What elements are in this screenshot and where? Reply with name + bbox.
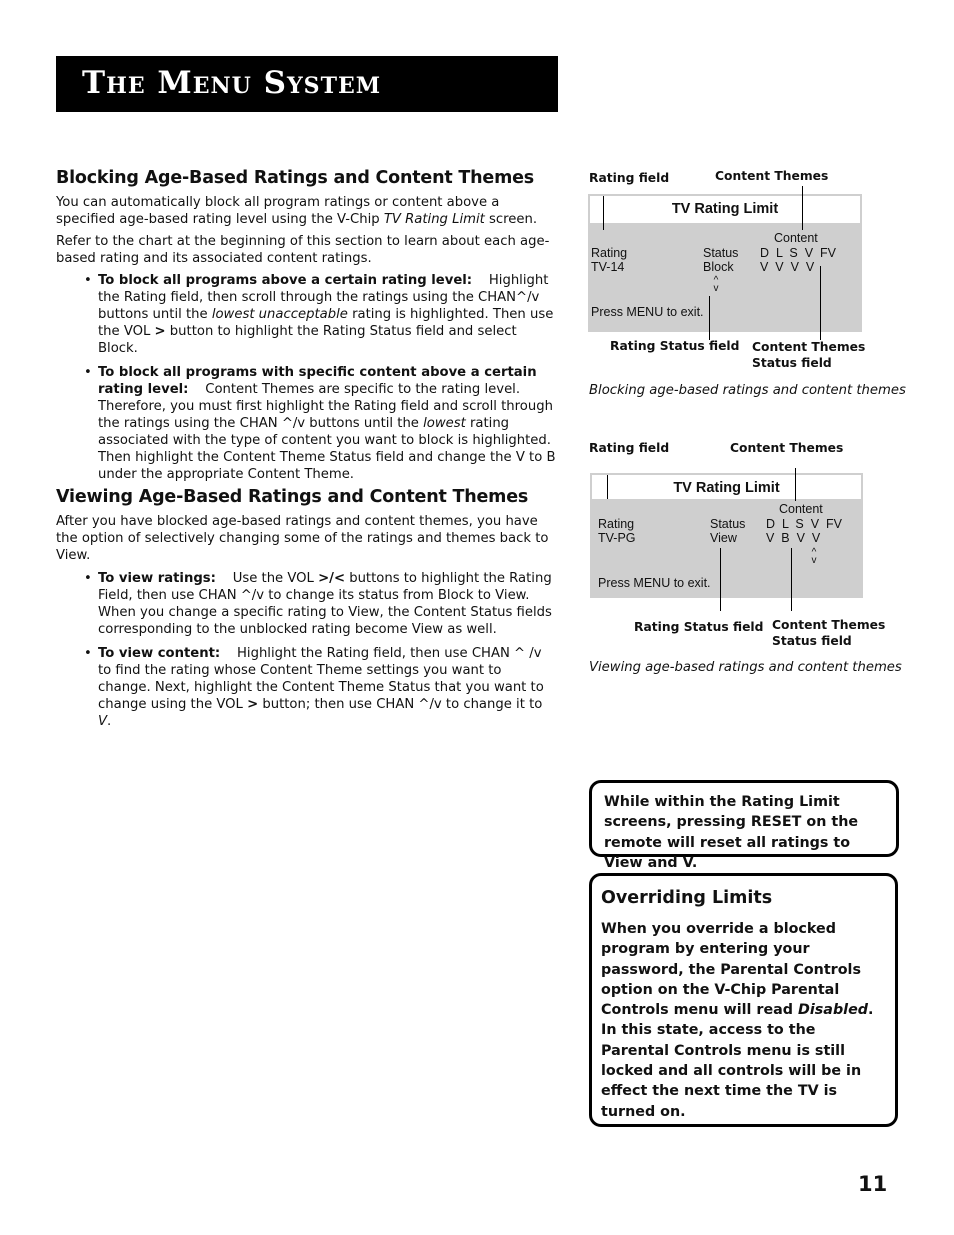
note-box	[589, 780, 899, 871]
label-content-themes: Content Themes	[715, 169, 829, 183]
pointer-line	[603, 196, 604, 230]
status-value: View	[710, 531, 737, 545]
arrow-up-icon: ^	[713, 275, 719, 286]
rating-label: Rating	[598, 517, 635, 531]
bullet-list-viewing	[56, 570, 558, 730]
note-text: While within the Rating Limit screens, pressing RESET on the remote will reset all ratings to View and V.	[604, 794, 859, 871]
status-value: Block	[703, 260, 734, 274]
page-title: The Menu System	[82, 65, 382, 101]
list-item: • To view content: Highlight the Rating field, then use CHAN ^ /v to find the rating whose Content Theme settings you want to change. Next, highlight the Content Theme Status that you want to change using the VOL > button; then use CHAN ^/v to change it to V.	[84, 646, 544, 729]
box-heading: Overriding Limits	[601, 888, 773, 908]
arrow-down-icon: v	[811, 555, 817, 566]
paragraph-intro: You can automatically block all program ratings or content above a specified age-based rating level using the V-Chip TV Rating Limit screen.	[56, 195, 538, 227]
section-heading-blocking: Blocking Age-Based Ratings and Content Themes	[56, 168, 534, 188]
overriding-limits-box	[589, 873, 898, 1127]
exit-text: Press MENU to exit.	[598, 576, 711, 590]
rating-value: TV-PG	[598, 531, 636, 545]
section-heading-viewing: Viewing Age-Based Ratings and Content Themes	[56, 487, 529, 507]
label-rating-field: Rating field	[589, 171, 670, 185]
content-label: Content	[774, 231, 818, 245]
list-item: • To block all programs with specific content above a certain rating level: Content Themes are specific to the rating level. Therefore, you must first highlight the Rating field and scroll through the ratings using the CHAN ^/v buttons until the lowest rating associated with the type of content you want to block is highlighted. Then highlight the Content Theme Status field and change the V to B under the appropriate Content Theme.	[84, 365, 556, 482]
theme-values: V V V V	[760, 260, 815, 274]
pointer-line	[607, 475, 608, 499]
pointer-line	[820, 266, 821, 340]
rating-label: Rating	[591, 246, 628, 260]
pointer-line	[795, 468, 796, 501]
theme-letters: D L S V FV	[766, 517, 842, 531]
paragraph-viewing: After you have blocked age-based ratings and content themes, you have the option of selectively changing some of the ratings and themes back to View.	[56, 514, 549, 563]
arrow-up-icon: ^	[811, 547, 817, 558]
label-content-status: Content Themes Status field	[772, 618, 886, 648]
figure-caption: Viewing age-based ratings and content themes	[589, 660, 902, 675]
content-label: Content	[779, 502, 823, 516]
status-label: Status	[710, 517, 746, 531]
bullet-list-blocking	[56, 272, 558, 483]
label-rating-status: Rating Status field	[610, 339, 740, 353]
box-text: When you override a blocked program by entering your password, the Parental Controls option on the V-Chip Parental Controls menu will read Disabled. In this state, access to the Parental Controls menu is still locked and all controls will be in effect the next time the TV is turned on.	[601, 921, 874, 1120]
theme-values: V B V V	[766, 531, 821, 545]
screen-title: TV Rating Limit	[590, 196, 860, 223]
section-viewing	[56, 487, 558, 730]
label-content-themes: Content Themes	[730, 441, 844, 455]
pointer-line	[720, 548, 721, 611]
section-blocking	[56, 168, 558, 483]
list-item: • To block all programs above a certain rating level: Highlight the Rating field, then scroll through the ratings using the CHAN^/v buttons until the lowest unacceptable rating is highlighted. Then use the VOL > button to highlight the Rating Status field and select Block.	[84, 273, 554, 356]
rating-value: TV-14	[591, 260, 625, 274]
label-content-status: Content Themes Status field	[752, 340, 866, 370]
pointer-line	[802, 186, 803, 230]
pointer-line	[709, 296, 710, 340]
title-banner	[56, 56, 558, 112]
list-item: • To view ratings: Use the VOL >/< buttons to highlight the Rating Field, then use CHAN ^/v to change its status from Block to View. When you change a specific rating to View, the Content Status fields corresponding to the unblocked rating become View as well.	[84, 571, 552, 637]
page-number: 11	[858, 1172, 888, 1196]
theme-letters: D L S V FV	[760, 246, 836, 260]
pointer-line	[791, 548, 792, 611]
tv-screen	[590, 473, 863, 598]
label-rating-field: Rating field	[589, 441, 670, 455]
label-rating-status: Rating Status field	[634, 620, 764, 634]
paragraph-refer: Refer to the chart at the beginning of this section to learn about each age-based rating and its associated content ratings.	[56, 234, 550, 266]
figure-caption: Blocking age-based ratings and content themes	[589, 383, 906, 398]
exit-text: Press MENU to exit.	[591, 305, 704, 319]
arrow-down-icon: v	[713, 283, 719, 294]
status-label: Status	[703, 246, 739, 260]
screen-title: TV Rating Limit	[592, 475, 861, 499]
